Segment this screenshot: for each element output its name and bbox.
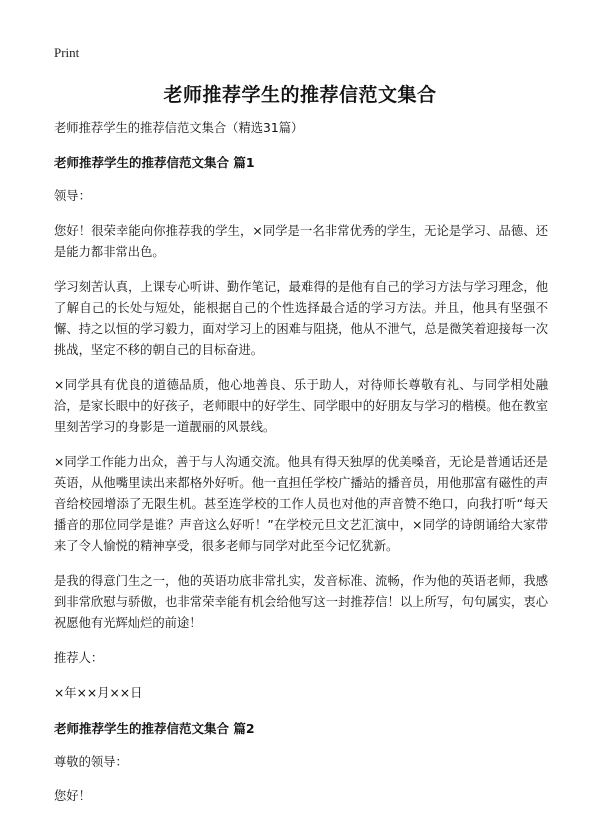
document-subtitle: 老师推荐学生的推荐信范文集合（精选31篇） xyxy=(54,121,304,135)
document-title: 老师推荐学生的推荐信范文集合 xyxy=(163,84,437,106)
signature-label: 推荐人： xyxy=(54,651,104,665)
section-1 xyxy=(54,152,548,704)
body-paragraph: 您好！很荣幸能向你推荐我的学生，×同学是一名非常优秀的学生，无论是学习、品德、还是能力都非常出色。 xyxy=(54,224,548,259)
greeting: 您好！ xyxy=(54,789,91,803)
document-body xyxy=(54,118,548,820)
date-line: ×年××月××日 xyxy=(54,686,143,700)
salutation: 领导： xyxy=(54,189,91,203)
section-heading: 老师推荐学生的推荐信范文集合 篇2 xyxy=(54,721,255,736)
body-paragraph: 是我的得意门生之一，他的英语功底非常扎实，发音标准、流畅，作为他的英语老师，我感到非常欣慰与骄傲，也非常荣幸能有机会给他写这一封推荐信！以上所写，句句属实，衷心祝愿他有光辉灿烂的前途！ xyxy=(54,574,548,630)
body-paragraph: ×同学工作能力出众，善于与人沟通交流。他具有得天独厚的优美嗓音，无论是普通话还是英语，从他嘴里读出来都格外好听。他一直担任学校广播站的播音员，用他那富有磁性的声音给校园增添了无限生机。甚至连学校的工作人员也对他的声音赞不绝口，向我打听“每天播音的那位同学是谁？声音这么好听！”在学校元旦文艺汇演中，×同学的诗朗诵给大家带来了令人愉悦的精神享受，很多老师与同学对此至今记忆犹新。 xyxy=(54,455,548,553)
section-heading: 老师推荐学生的推荐信范文集合 篇1 xyxy=(54,155,255,170)
body-paragraph: 学习刻苦认真，上课专心听讲、勤作笔记，最难得的是他有自己的学习方法与学习理念，他了解自己的长处与短处，能根据自己的个性选择最合适的学习方法。并且，他具有坚强不懈、持之以恒的学习毅力，面对学习上的困难与阻挠，他从不泄气，总是微笑着迎接每一次挑战，坚定不移的朝自己的目标奋进。 xyxy=(54,280,548,357)
section-2 xyxy=(54,718,548,807)
print-link[interactable]: Print xyxy=(54,45,80,60)
body-paragraph: ×同学具有优良的道德品质，他心地善良、乐于助人，对待师长尊敬有礼、与同学相处融洽，是家长眼中的好孩子，老师眼中的好学生、同学眼中的好朋友与学习的楷模。他在教室里刻苦学习的身影是一道靓丽的风景线。 xyxy=(54,378,548,434)
salutation: 尊敬的领导： xyxy=(54,755,128,769)
